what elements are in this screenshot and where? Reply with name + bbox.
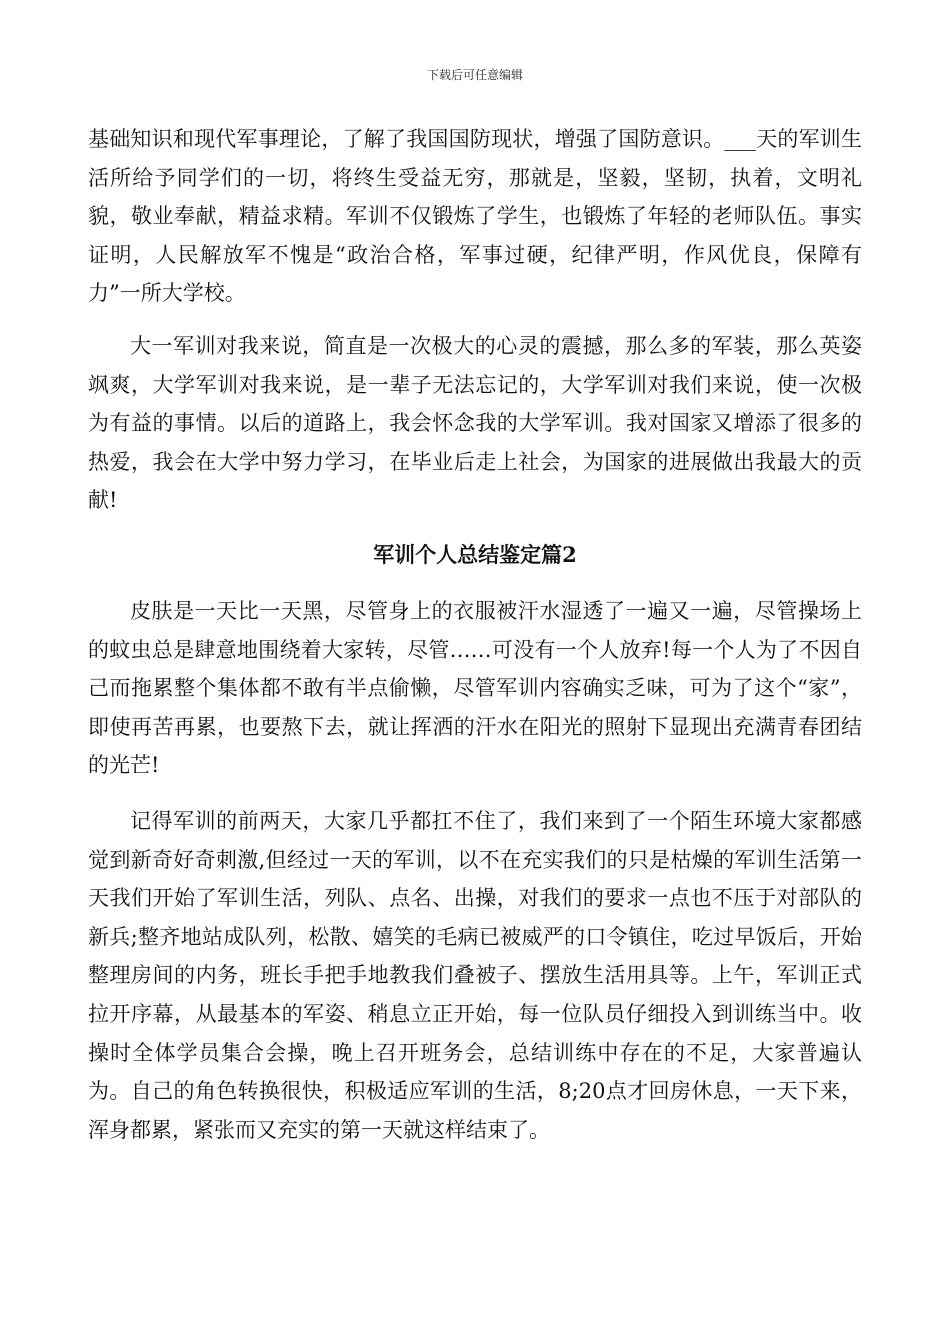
paragraph-4: 记得军训的前两天，大家几乎都扛不住了，我们来到了一个陌生环境大家都感觉到新奇好奇刺激,但经过一天的军训，以不在充实我们的只是枯燥的军训生活第一天我们开始了军训生活，列队、点名、出操，对我们的要求一点也不压于对部队的新兵;整齐地站成队列，松散、嬉笑的毛病已被威严的口令镇住，吃过早饭后，开始整理房间的内务，班长手把手地教我们叠被子、摆放生活用具等。上午，军训正式拉开序幕，从最基本的军姿、稍息立正开始，每一位队员仔细投入到训练当中。收操时全体学员集合会操，晚上召开班务会，总结训练中存在的不足，大家普遍认为。自己的角色转换很快，积极适应军训的生活，8;20点才回房休息，一天下来，浑身都累，紧张而又充实的第一天就这样结束了。: [88, 809, 862, 1142]
paragraph-2: 大一军训对我来说，简直是一次极大的心灵的震撼，那么多的军装，那么英姿飒爽，大学军训对我来说，是一辈子无法忘记的，大学军训对我们来说，使一次极为有益的事情。以后的道路上，我会怀念我的大学军训。我对国家又增添了很多的热爱，我会在大学中努力学习，在毕业后走上社会，为国家的进展做出我最大的贡献!: [88, 334, 862, 513]
header-note: 下载后可任意编辑: [426, 68, 523, 82]
section-title: 军训个人总结鉴定篇2: [373, 542, 577, 567]
paragraph-3: 皮肤是一天比一天黑，尽管身上的衣服被汗水湿透了一遍又一遍，尽管操场上的蚊虫总是肆意地围绕着大家转，尽管……可没有一个人放弃!每一个人为了不因自己而拖累整个集体都不敢有半点偷懒，尽管军训内容确实乏味，可为了这个“家”，即使再苦再累，也要熬下去，就让挥洒的汗水在阳光的照射下显现出充满青春团结的光芒!: [88, 599, 862, 778]
paragraph-1: 基础知识和现代军事理论，了解了我国国防现状，增强了国防意识。___天的军训生活所给予同学们的一切，将终生受益无穷，那就是，坚毅，坚韧，执着，文明礼貌，敬业奉献，精益求精。军训不仅锻炼了学生，也锻炼了年轻的老师队伍。事实证明，人民解放军不愧是“政治合格，军事过硬，纪律严明，作风优良，保障有力”一所大学校。: [88, 127, 862, 306]
